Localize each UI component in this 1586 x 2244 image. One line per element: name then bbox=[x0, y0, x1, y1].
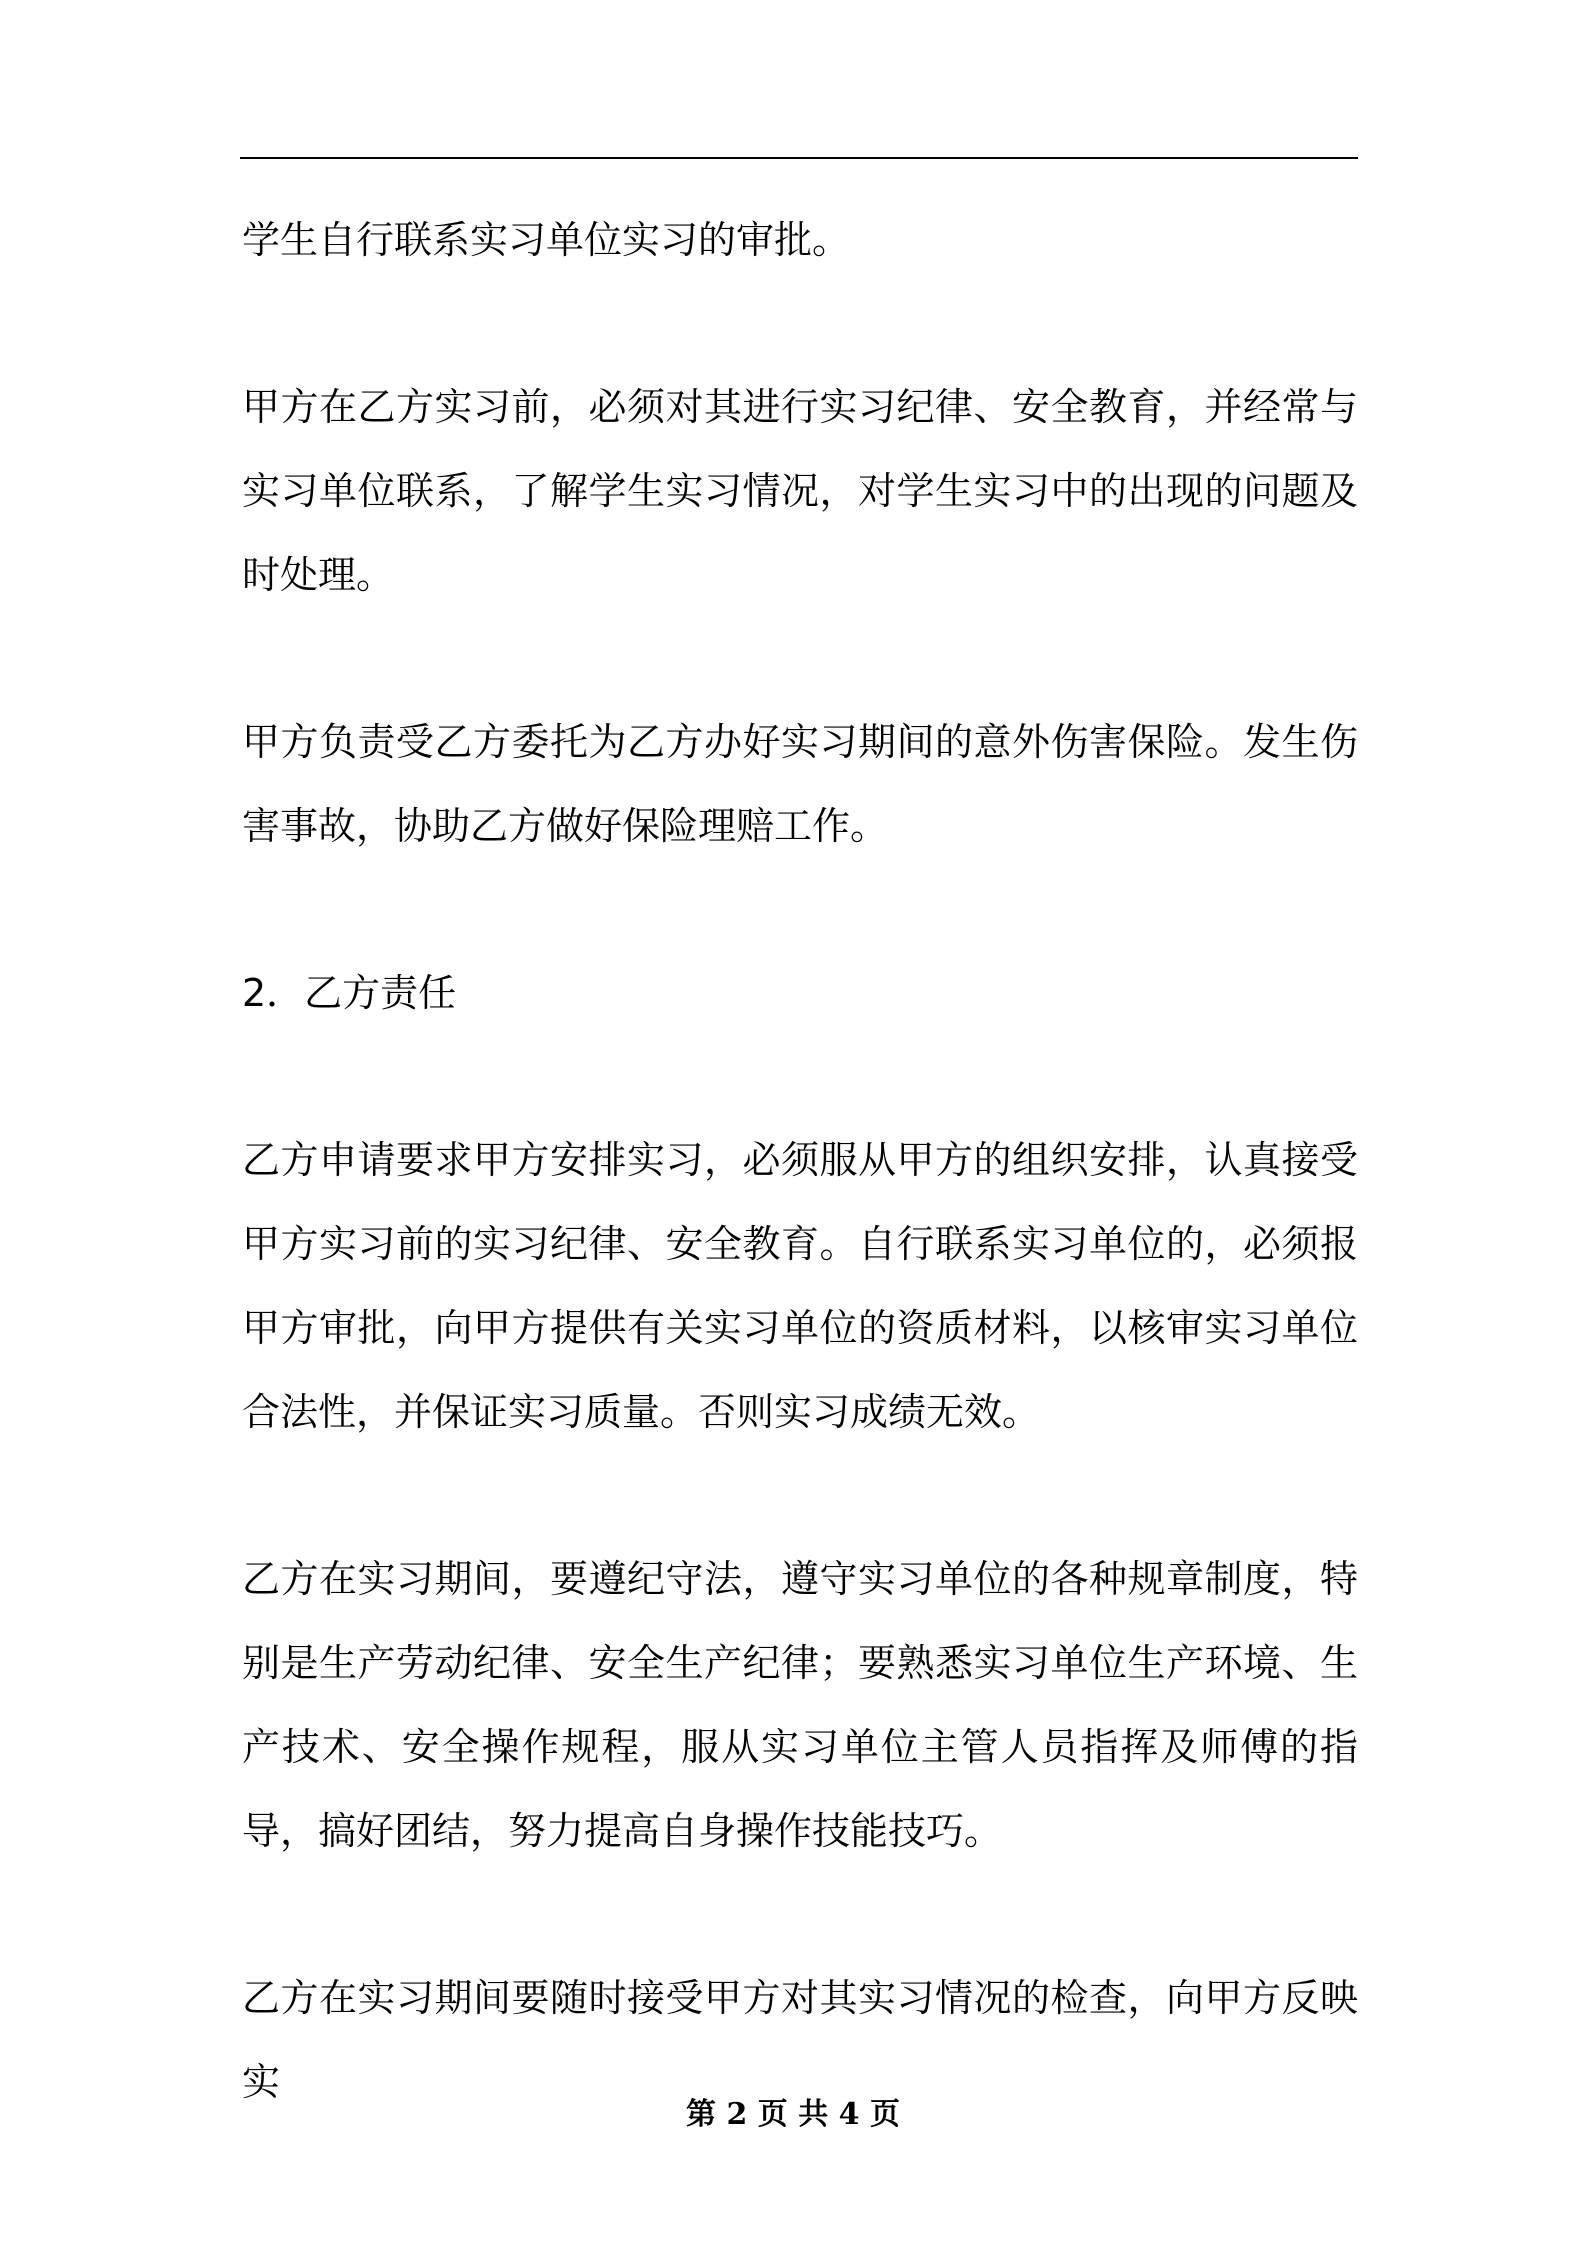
document-body bbox=[242, 198, 1358, 2207]
page-number-footer: 第 2 页 共 4 页 bbox=[686, 2097, 900, 2132]
paragraph-party-a-education: 甲方在乙方实习前，必须对其进行实习纪律、安全教育，并经常与实习单位联系，了解学生实习情况，对学生实习中的出现的问题及时处理。 bbox=[242, 385, 1358, 597]
paragraph-party-b-discipline: 乙方在实习期间，要遵纪守法，遵守实习单位的各种规章制度，特别是生产劳动纪律、安全生产纪律；要熟悉实习单位生产环境、生产技术、安全操作规程，服从实习单位主管人员指挥及师傅的指导，搞好团结，努力提高自身操作技能技巧。 bbox=[242, 1557, 1358, 1853]
header-rule bbox=[240, 157, 1358, 159]
paragraph-party-a-insurance: 甲方负责受乙方委托为乙方办好实习期间的意外伤害保险。发生伤害事故，协助乙方做好保险理赔工作。 bbox=[242, 720, 1358, 848]
paragraph-approval: 学生自行联系实习单位实习的审批。 bbox=[242, 218, 851, 262]
section-heading-party-b-responsibility: 2．乙方责任 bbox=[242, 971, 457, 1015]
paragraph-party-b-application: 乙方申请要求甲方安排实习，必须服从甲方的组织安排，认真接受甲方实习前的实习纪律、安全教育。自行联系实习单位的，必须报甲方审批，向甲方提供有关实习单位的资质材料，以核审实习单位合法性，并保证实习质量。否则实习成绩无效。 bbox=[242, 1138, 1358, 1434]
paragraph-party-b-inspection: 乙方在实习期间要随时接受甲方对其实习情况的检查，向甲方反映实 bbox=[242, 1976, 1358, 2104]
